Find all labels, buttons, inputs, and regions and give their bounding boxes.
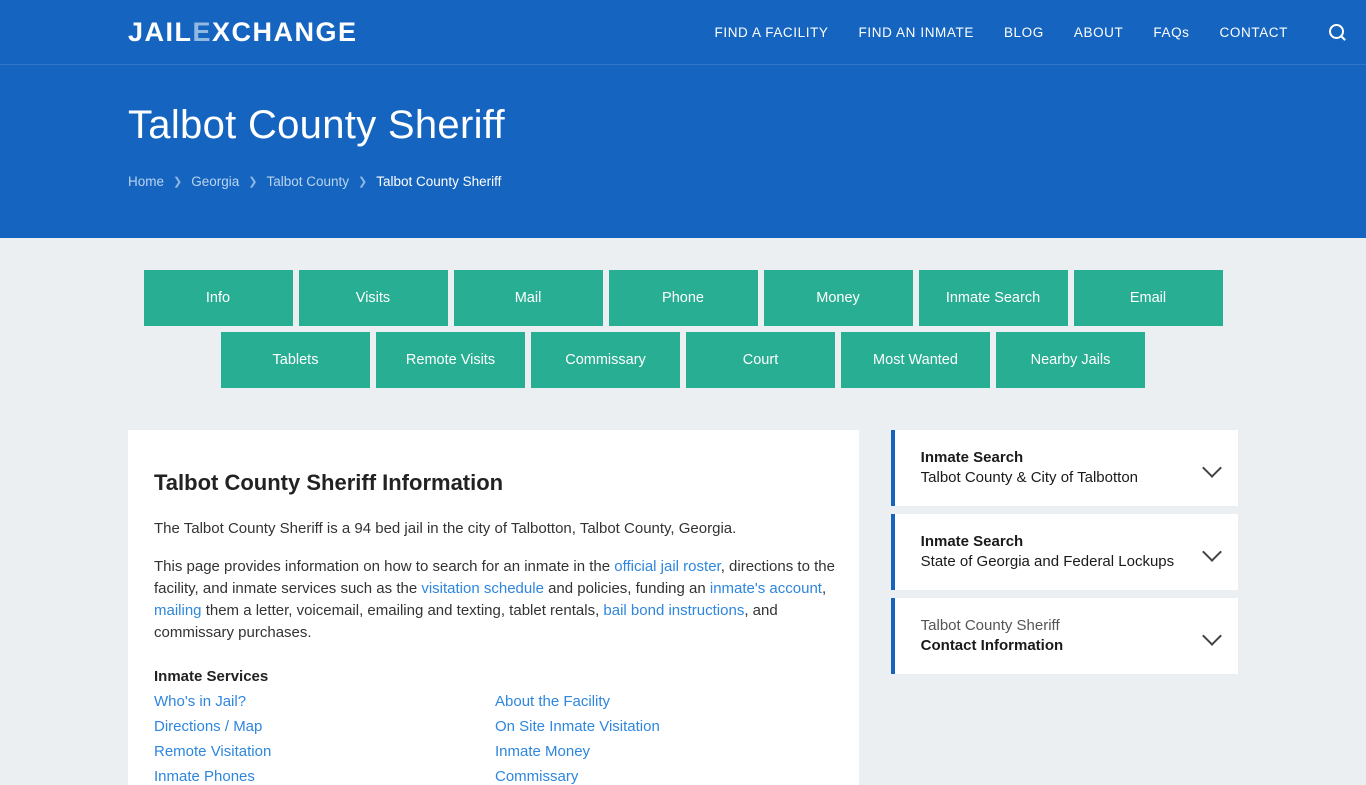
service-link-directions-map[interactable]: Directions / Map: [154, 718, 263, 735]
services-column-right: [495, 693, 836, 785]
facility-tabs: [0, 238, 1366, 388]
tab-visits[interactable]: Visits: [299, 270, 448, 326]
sidebar-panel-contact-information[interactable]: [891, 598, 1238, 674]
chevron-right-icon: ❯: [358, 176, 368, 188]
facility-info-card: [128, 430, 859, 785]
tab-money[interactable]: Money: [764, 270, 913, 326]
sidebar-panel-inmate-search-county[interactable]: [891, 430, 1238, 506]
service-link-remote-visitation[interactable]: Remote Visitation: [154, 743, 272, 760]
chevron-down-icon[interactable]: [1202, 625, 1224, 647]
facility-summary: The Talbot County Sheriff is a 94 bed jail in the city of Talbotton, Talbot County, Georgia.: [154, 520, 737, 537]
panel-subtitle: Talbot County & City of Talbotton: [920, 469, 1139, 486]
service-link-inmate-phones[interactable]: Inmate Phones: [154, 768, 255, 785]
nav-item-about[interactable]: ABOUT: [1073, 24, 1124, 40]
chevron-down-icon[interactable]: [1202, 541, 1224, 563]
desc-text-3: and policies, funding an: [543, 580, 710, 597]
card-heading: Talbot County Sheriff Information: [154, 470, 504, 495]
tabs-row-primary: [0, 270, 1366, 326]
panel-text: [921, 532, 1202, 572]
services-column-left: [154, 693, 495, 785]
site-header: [0, 0, 1366, 65]
tab-info[interactable]: Info: [144, 270, 293, 326]
chevron-down-icon[interactable]: [1202, 457, 1224, 479]
panel-title: Talbot County Sheriff: [920, 617, 1060, 634]
panel-text: [921, 616, 1202, 656]
tab-nearby-jails[interactable]: Nearby Jails: [996, 332, 1145, 388]
nav-item-find-a-facility[interactable]: FIND A FACILITY: [714, 24, 829, 40]
link-mailing[interactable]: mailing: [154, 602, 202, 619]
breadcrumb: [128, 174, 1366, 189]
site-logo[interactable]: [128, 17, 358, 48]
logo-text-e: E: [192, 16, 213, 47]
main-navigation: [715, 23, 1347, 41]
link-inmate-account[interactable]: inmate's account: [709, 580, 822, 597]
breadcrumb-item-talbot-county[interactable]: Talbot County: [266, 174, 350, 189]
facility-description: [154, 556, 836, 644]
desc-text-1: This page provides information on how to search for an inmate in the: [154, 558, 615, 575]
page-title: Talbot County Sheriff: [128, 103, 505, 147]
panel-title: Inmate Search: [920, 449, 1024, 466]
desc-text-2: , directions to the facility, and inmate services such as the: [154, 558, 835, 597]
tab-tablets[interactable]: Tablets: [221, 332, 370, 388]
tab-remote-visits[interactable]: Remote Visits: [376, 332, 525, 388]
panel-text: [921, 448, 1202, 488]
breadcrumb-item-current: Talbot County Sheriff: [376, 174, 502, 189]
tab-inmate-search[interactable]: Inmate Search: [919, 270, 1068, 326]
nav-item-contact[interactable]: CONTACT: [1219, 24, 1288, 40]
tab-mail[interactable]: Mail: [454, 270, 603, 326]
page-hero: [0, 65, 1366, 238]
tab-commissary[interactable]: Commissary: [531, 332, 680, 388]
chevron-right-icon: ❯: [248, 176, 258, 188]
breadcrumb-item-georgia[interactable]: Georgia: [191, 174, 240, 189]
panel-title: Inmate Search: [920, 533, 1024, 550]
desc-text-6: , and commissary purchases.: [154, 602, 778, 641]
service-link-about-the-facility[interactable]: About the Facility: [495, 693, 611, 710]
search-icon[interactable]: [1328, 23, 1346, 41]
link-bail-bond-instructions[interactable]: bail bond instructions: [603, 602, 745, 619]
page-content: [0, 394, 1366, 785]
inmate-services-heading: Inmate Services: [154, 668, 269, 685]
service-link-inmate-money[interactable]: Inmate Money: [495, 743, 591, 760]
sidebar: [891, 430, 1238, 785]
nav-item-faqs[interactable]: FAQs: [1153, 24, 1190, 40]
service-link-on-site-inmate-visitation[interactable]: On Site Inmate Visitation: [495, 718, 660, 735]
sidebar-panel-inmate-search-state[interactable]: [891, 514, 1238, 590]
logo-text-jail: JAIL: [128, 16, 193, 47]
tabs-row-secondary: [0, 332, 1366, 388]
tab-court[interactable]: Court: [686, 332, 835, 388]
breadcrumb-item-home[interactable]: Home: [128, 174, 165, 189]
logo-text-xchange: XCHANGE: [212, 16, 358, 47]
tab-phone[interactable]: Phone: [609, 270, 758, 326]
tab-most-wanted[interactable]: Most Wanted: [841, 332, 990, 388]
desc-text-4: ,: [821, 580, 827, 597]
nav-item-find-an-inmate[interactable]: FIND AN INMATE: [858, 24, 974, 40]
desc-text-5: them a letter, voicemail, emailing and texting, tablet rentals,: [201, 602, 604, 619]
chevron-right-icon: ❯: [173, 176, 183, 188]
tab-email[interactable]: Email: [1074, 270, 1223, 326]
service-link-commissary[interactable]: Commissary: [495, 768, 579, 785]
inmate-services-list: [154, 693, 859, 785]
link-visitation-schedule[interactable]: visitation schedule: [421, 580, 544, 597]
link-official-jail-roster[interactable]: official jail roster: [614, 558, 721, 575]
panel-subtitle: Contact Information: [920, 637, 1064, 654]
panel-subtitle: State of Georgia and Federal Lockups: [920, 553, 1175, 570]
service-link-whos-in-jail[interactable]: Who's in Jail?: [154, 693, 247, 710]
nav-item-blog[interactable]: BLOG: [1003, 24, 1044, 40]
